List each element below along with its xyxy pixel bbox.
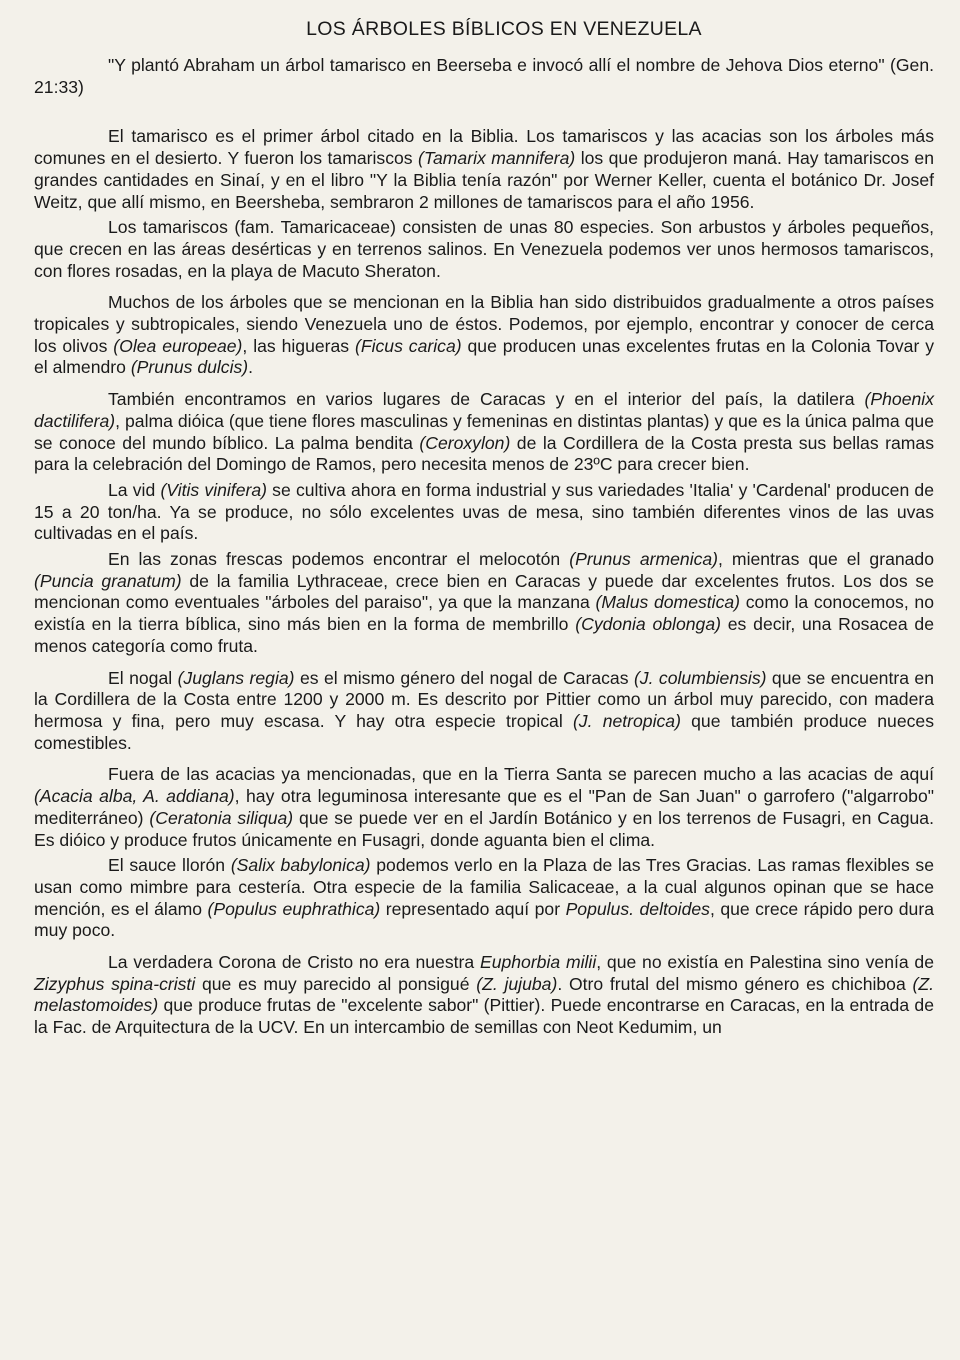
scientific-name: (Acacia alba, A. addiana) — [34, 786, 235, 807]
scientific-name: (Tamarix mannifera) — [418, 148, 576, 169]
scientific-name: (J. columbiensis) — [633, 667, 767, 688]
scientific-name: (Vitis vinifera) — [160, 479, 267, 500]
paragraph-tamarisco-intro: El tamarisco es el primer árbol citado en la Biblia. Los tamariscos y las acacias son los árboles más comunes en el desierto. Y fueron los tamariscos (Tamarix mannifera) los que produjeron maná. Hay tamariscos en grandes cantidades en Sinaí, y en el libro "Y la Biblia tenía razón" por Werner Keller, cuenta el botánico Dr. Josef Weitz, que allí mismo, en Beersheba, sembraron 2 millones de tamariscos para el año 1956. — [34, 126, 934, 212]
document-title: LOS ÁRBOLES BÍBLICOS EN VENEZUELA — [306, 18, 702, 40]
scientific-name: Zizyphus spina-cristi — [34, 973, 196, 994]
scientific-name: (Prunus armenica) — [569, 549, 719, 570]
scientific-name: (Malus domestica) — [595, 592, 741, 613]
paragraph-melocoton-granado: En las zonas frescas podemos encontrar el melocotón (Prunus armenica), mientras que el granado (Puncia granatum) de la familia Lythraceae, crece bien en Caracas y puede dar excelentes frutos. Los dos se mencionan como eventuales "árboles del paraiso", ya que la manzana (Malus domestica) como la conocemos, no existía en la tierra bíblica, sino más bien en la forma de membrillo (Cydonia oblonga) es decir, una Rosacea de menos categoría como fruta. — [34, 549, 934, 656]
scientific-name: (Z. melastomoides) — [34, 973, 934, 1016]
scientific-name: (Juglans regia) — [177, 667, 295, 688]
paragraph-nogal: El nogal (Juglans regia) es el mismo género del nogal de Caracas (J. columbiensis) que se encuentra en la Cordillera de la Costa entre 1200 y 2000 m. Es descrito por Pittier como un árbol muy parecido, con madera hermosa y fina, pero muy escasa. Y hay otra especie tropical (J. netropica) que también produce nueces comestibles. — [34, 667, 935, 753]
paragraph-datilera: También encontramos en varios lugares de Caracas y en el interior del país, la datilera (Phoenix dactilifera), palma dióica (que tiene flores masculinas y femeninas en distintas plantas) y que es la única palma que se conoce del mundo bíblico. La palma bendita (Ceroxylon) de la Cordillera de la Costa presta sus bellas ramas para la celebración del Domingo de Ramos, pero necesita menos de 23ºC para crecer bien. — [34, 389, 934, 475]
scientific-name: (Ceratonia siliqua) — [149, 807, 294, 828]
paragraph-distribucion: Muchos de los árboles que se mencionan en la Biblia han sido distribuidos gradualmente a otros países tropicales y subtropicales, siendo Venezuela uno de éstos. Podemos, por ejemplo, encontrar y conocer de cerca los olivos (Olea europeae), las higueras (Ficus carica) que producen unas excelentes frutas en la Colonia Tovar y el almendro (Prunus dulcis). — [34, 292, 935, 378]
paragraph-tamaricaceae: Los tamariscos (fam. Tamaricaceae) consisten de unas 80 especies. Son arbustos y árboles pequeños, que crecen en las áreas desérticas y en terrenos salinos. En Venezuela podemos ver unos hermosos tamariscos, con flores rosadas, en la playa de Macuto Sheraton. — [34, 217, 934, 281]
scientific-name: (Ceroxylon) — [419, 432, 511, 453]
scientific-name: (Olea europeae) — [113, 335, 243, 356]
scientific-name: (Salix babylonica) — [230, 855, 371, 876]
scientific-name: (Cydonia oblonga) — [575, 614, 721, 635]
paragraph-vid: La vid (Vitis vinifera) se cultiva ahora en forma industrial y sus variedades 'Italia' y 'Cardenal' producen de 15 a 20 ton/ha. Ya se produce, no sólo excelentes uvas de mesa, sino también diferentes vinos de las uvas cultivadas en el país. — [34, 479, 934, 544]
paragraph-corona-de-cristo: La verdadera Corona de Cristo no era nuestra Euphorbia milii, que no existía en Palestina sino venía de Zizyphus spina-cristi que es muy parecido al ponsigué (Z. jujuba). Otro frutal del mismo género es chichiboa (Z. melastomoides) que produce frutas de "excelente sabor" (Pittier). Puede encontrarse en Caracas, en la entrada de la Fac. de Arquitectura de la UCV. En un intercambio de semillas con Neot Kedumim, un — [34, 952, 935, 1038]
paragraph-sauce-alamo: El sauce llorón (Salix babylonica) podemos verlo en la Plaza de las Tres Gracias. Las ramas flexibles se usan como mimbre para cestería. Otra especie de la familia Salicaceae, a la cual algunos opinan que se hace mención, es el álamo (Populus euphrathica) representado aquí por Populus. deltoides, que crece rápido pero dura muy poco. — [34, 855, 934, 941]
scientific-name: (Phoenix dactilifera) — [34, 389, 934, 431]
epigraph-quote: "Y plantó Abraham un árbol tamarisco en Beerseba e invocó allí el nombre de Jehova Dios eterno" (Gen. 21:33) — [34, 55, 934, 97]
scientific-name: (Z. jujuba) — [476, 973, 558, 994]
scientific-name: (Prunus dulcis) — [130, 357, 249, 378]
scientific-name: (Ficus carica) — [355, 335, 462, 356]
scientific-name: (J. netropica) — [572, 710, 681, 731]
scientific-name: Populus. deltoides — [565, 898, 710, 919]
paragraph-acacias-algarrobo: Fuera de las acacias ya mencionadas, que en la Tierra Santa se parecen mucho a las acacias de aquí (Acacia alba, A. addiana), hay otra leguminosa interesante que es el "Pan de San Juan" o garrofero ("algarrobo" mediterráneo) (Ceratonia siliqua) que se puede ver en el Jardín Botánico y en los terrenos de Fusagri, en Cagua. Es dióico y produce frutos únicamente en Fusagri, donde aguanta bien el clima. — [34, 764, 935, 850]
scientific-name: (Populus euphrathica) — [207, 898, 381, 919]
scientific-name: (Puncia granatum) — [34, 570, 182, 591]
scientific-name: Euphorbia milii — [479, 952, 597, 973]
